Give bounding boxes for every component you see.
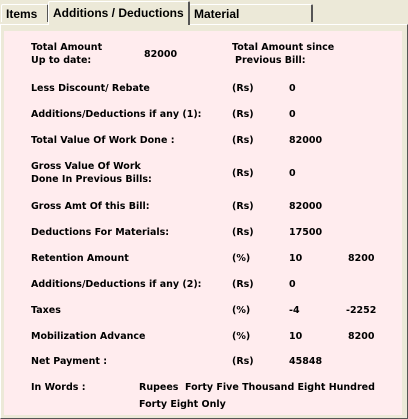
gross-previous-label: Gross Value Of Work [31,161,141,172]
additions-deductions-2-value: 0 [289,279,296,290]
net-payment-label: Net Payment : [31,356,108,367]
total-work-done-unit: (Rs) [232,135,254,146]
total-amount-value: 82000 [144,49,178,60]
gross-amt-bill-value: 82000 [289,201,323,212]
material-deductions-unit: (Rs) [232,227,254,238]
additions-deductions-1-label: Additions/Deductions if any (1): [31,109,202,120]
in-words-line1: Rupees Forty Five Thousand Eight Hundred [139,382,375,393]
mobilization-percent: 10 [289,331,303,342]
additions-deductions-1-unit: (Rs) [232,109,254,120]
discount-rebate-unit: (Rs) [232,83,254,94]
material-deductions-value: 17500 [289,227,323,238]
in-words-line2: Forty Eight Only [139,399,226,410]
taxes-percent: -4 [289,305,300,316]
gross-amt-bill-label: Gross Amt Of this Bill: [31,201,150,212]
gross-amt-bill-unit: (Rs) [232,201,254,212]
retention-amount: 8200 [348,253,375,264]
total-work-done-label: Total Value Of Work Done : [31,135,175,146]
taxes-amount: -2252 [346,305,377,316]
retention-percent: 10 [289,253,303,264]
material-deductions-label: Deductions For Materials: [31,227,170,238]
mobilization-label: Mobilization Advance [31,331,146,342]
discount-rebate-label: Less Discount/ Rebate [31,83,150,94]
net-payment-value: 45848 [289,356,323,367]
taxes-unit: (%) [232,305,251,316]
additions-deductions-1-value: 0 [289,109,296,120]
gross-previous-label-line2: Done In Previous Bills: [31,174,152,185]
additions-deductions-2-unit: (Rs) [232,279,254,290]
gross-previous-value: 0 [289,168,296,179]
since-previous-bill-label: Total Amount since [232,42,335,53]
since-previous-bill-label-line2: Previous Bill: [235,55,306,66]
tab-panel [0,24,408,419]
taxes-label: Taxes [31,305,61,316]
tab-material-deductions[interactable]: Material [189,4,313,22]
tab-additions-deductions[interactable]: Additions / Deductions [48,1,190,25]
retention-label: Retention Amount [31,253,129,264]
net-payment-unit: (Rs) [232,356,254,367]
in-words-label: In Words : [31,382,86,393]
gross-previous-unit: (Rs) [232,168,254,179]
discount-rebate-value: 0 [289,83,296,94]
tab-items[interactable]: Items [1,4,49,22]
mobilization-amount: 8200 [348,331,375,342]
additions-deductions-2-label: Additions/Deductions if any (2): [31,279,202,290]
retention-unit: (%) [232,253,251,264]
tab-bar [0,0,408,26]
mobilization-unit: (%) [232,331,251,342]
total-work-done-value: 82000 [289,135,323,146]
total-amount-label: Total Amount [31,42,103,53]
total-amount-label-line2: Up to date: [31,55,92,66]
bill-summary-form [4,31,402,415]
